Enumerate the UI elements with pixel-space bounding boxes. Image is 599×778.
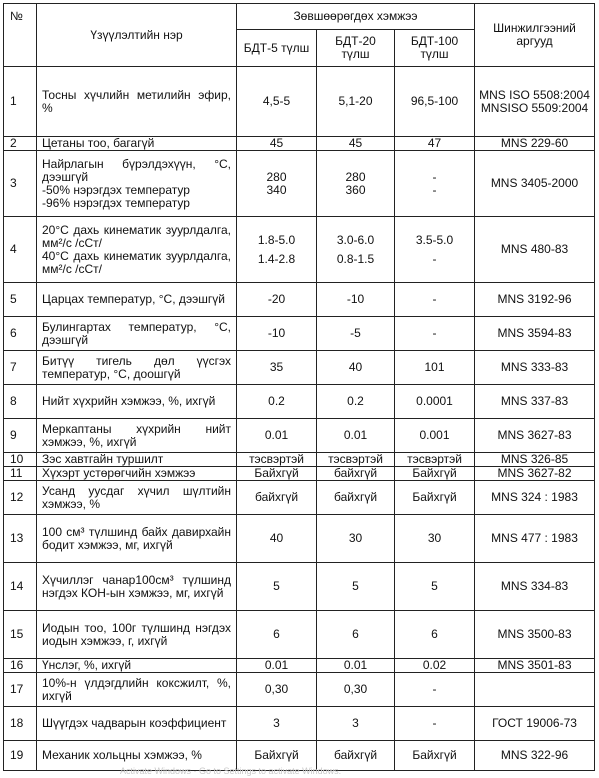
value-bdt20: 3 [317,707,395,741]
value-bdt5: -10 [237,317,317,351]
method-standard: MNS 322-96 [475,741,595,771]
value-bdt20: 0.01 [317,659,395,673]
value-bdt20: 30 [317,515,395,563]
value-bdt100: Байхгүй [395,741,475,771]
value-bdt100 [395,151,475,217]
row-number: 16 [4,659,37,673]
value-bdt5: 0.01 [237,659,317,673]
row-name: 40°C дахь кинематик зуурлдалга, мм²/с /сСт/ [42,248,231,276]
method-standard: MNS 3192-96 [475,283,595,317]
row-number: 14 [4,563,37,611]
row-name: Меркаптаны хүхрийн нийт хэмжээ, %, ихгүй [37,419,237,453]
row-name: Нийт хүхрийн хэмжээ, %, ихгүй [37,385,237,419]
table-row [4,659,595,673]
value-bdt5: 5 [237,563,317,611]
col-header-bdt100: БДТ-100 түлш [395,30,475,67]
row-name: 100 см³ түлшинд байх давирхайн бодит хэмжээ, мг, ихгүй [37,515,237,563]
method-standard: MNS 333-83 [475,351,595,385]
method-standard: MNS 3501-83 [475,659,595,673]
table-row [4,351,595,385]
method-standard: MNS 480-83 [475,217,595,283]
value-bdt20: байхгүй [317,467,395,481]
table-row [4,611,595,659]
method-standard: MNS 477 : 1983 [475,515,595,563]
row-name-group [37,151,237,217]
value-sub: 3.0-6.0 [336,232,375,247]
value-bdt5: тэсвэртэй [237,453,317,467]
value-sub: 1.4-2.8 [257,251,296,266]
row-name: 20°C дахь кинематик зуурлдалга, мм²/с /сСт/ [42,222,231,250]
value-bdt20: байхгүй [317,481,395,515]
value-sub: 340 [266,182,287,197]
value-bdt20: 0,30 [317,673,395,707]
value-bdt100: - [395,317,475,351]
row-number: 6 [4,317,37,351]
table-row [4,419,595,453]
value-bdt20: байхгүй [317,741,395,771]
value-bdt100: 6 [395,611,475,659]
value-bdt5: 3 [237,707,317,741]
row-name: Булингартах температур, °C, дээшгүй [37,317,237,351]
row-name: Цетаны тоо, багагүй [37,137,237,151]
value-bdt100: 5 [395,563,475,611]
table-row [4,137,595,151]
value-bdt5: 0.01 [237,419,317,453]
table-row [4,467,595,481]
col-header-name: Үзүүлэлтийн нэр [37,4,237,67]
row-number: 3 [4,151,37,217]
method-standard: MNS 3500-83 [475,611,595,659]
row-number: 2 [4,137,37,151]
method-standard: MNS 229-60 [475,137,595,151]
row-number: 19 [4,741,37,771]
value-bdt20: 45 [317,137,395,151]
row-number: 11 [4,467,37,481]
col-header-bdt20: БДТ-20 түлш [317,30,395,67]
row-name: Найрлагын бүрэлдэхүүн, °C, дээшгүй [42,156,231,184]
value-bdt100: - [395,707,475,741]
value-sub: 1.8-5.0 [257,232,296,247]
table-row [4,453,595,467]
table-row [4,67,595,137]
table-row [4,151,595,217]
value-bdt100: тэсвэртэй [395,453,475,467]
row-name: Зэс хавтгайн туршилт [37,453,237,467]
row-name: Иодын тоо, 100г түлшинд нэгдэх иодын хэмжээ, г, ихгүй [37,611,237,659]
row-name: Царцах температур, °C, дээшгүй [37,283,237,317]
value-bdt100: 96,5-100 [395,67,475,137]
value-bdt20: 0.01 [317,419,395,453]
value-sub: 3.5-5.0 [415,232,454,247]
row-number: 13 [4,515,37,563]
value-sub: 0.8-1.5 [336,251,375,266]
method-standard: MNS ISO 5508:2004 MNSISO 5509:2004 [475,67,595,137]
row-name: Механик хольцны хэмжээ, % [37,741,237,771]
value-bdt100: 0.02 [395,659,475,673]
method-standard: MNS 334-83 [475,563,595,611]
method-standard: MNS 3594-83 [475,317,595,351]
value-bdt5: 40 [237,515,317,563]
row-name-group [37,217,237,283]
value-sub: - [432,169,437,184]
header-row [4,4,595,30]
value-sub: - [432,251,437,266]
row-name: Шүүгдэх чадварын коэффициент [37,707,237,741]
value-bdt5: Байхгүй [237,741,317,771]
row-name: Хүхэрт устөрөгчийн хэмжээ [37,467,237,481]
method-standard [475,673,595,707]
table-row [4,283,595,317]
value-bdt20: 6 [317,611,395,659]
value-bdt5: 45 [237,137,317,151]
value-sub: 360 [345,182,366,197]
value-bdt20: тэсвэртэй [317,453,395,467]
row-subname: -96% нэрэгдэх температур [42,195,190,210]
value-bdt100: - [395,283,475,317]
method-standard: MNS 3405-2000 [475,151,595,217]
row-name: 10%-н үлдэгдлийн коксжилт, %, ихгүй [37,673,237,707]
table-row [4,217,595,283]
value-bdt20: -10 [317,283,395,317]
col-header-bdt5: БДТ-5 түлш [237,30,317,67]
value-bdt5 [237,217,317,283]
row-number: 8 [4,385,37,419]
os-watermark: Activate Windows · Go to Settings to activate Windows. [120,766,342,776]
value-bdt100: 47 [395,137,475,151]
value-bdt5: 4,5-5 [237,67,317,137]
row-name: Хүчиллэг чанар100см³ түлшинд нэгдэх КОН-ын хэмжээ, мг, ихгүй [37,563,237,611]
value-bdt5: 6 [237,611,317,659]
table-row [4,707,595,741]
value-bdt5: байхгүй [237,481,317,515]
value-bdt20: 5 [317,563,395,611]
value-bdt20: 0.2 [317,385,395,419]
row-name: Тосны хүчлийн метилийн эфир, % [37,67,237,137]
value-bdt20: -5 [317,317,395,351]
value-bdt20: 40 [317,351,395,385]
row-subname: -50% нэрэгдэх температур [42,182,190,197]
row-number: 1 [4,67,37,137]
value-bdt5: -20 [237,283,317,317]
value-bdt100: 101 [395,351,475,385]
row-number: 5 [4,283,37,317]
value-bdt20 [317,151,395,217]
row-number: 7 [4,351,37,385]
value-bdt100: 0.0001 [395,385,475,419]
row-number: 10 [4,453,37,467]
value-bdt20: 5,1-20 [317,67,395,137]
row-number: 9 [4,419,37,453]
method-standard: MNS 337-83 [475,385,595,419]
specification-table [3,3,595,771]
value-bdt100: Байхгүй [395,467,475,481]
method-standard: MNS 3627-83 [475,419,595,453]
value-sub: 280 [345,169,366,184]
value-bdt5 [237,151,317,217]
value-sub: - [432,182,437,197]
row-name: Битүү тигель дөл үүсгэх температур, °C, доошгүй [37,351,237,385]
table-row [4,317,595,351]
value-bdt100: Байхгүй [395,481,475,515]
row-number: 15 [4,611,37,659]
value-bdt5: 0,30 [237,673,317,707]
row-number: 4 [4,217,37,283]
table-row [4,385,595,419]
table-row [4,481,595,515]
row-number: 18 [4,707,37,741]
col-header-allowed: Зөвшөөрөгдөх хэмжээ [237,4,475,30]
table-row [4,563,595,611]
value-bdt100: 30 [395,515,475,563]
table-row [4,673,595,707]
row-name: Усанд уусдаг хүчил шүлтийн хэмжээ, % [37,481,237,515]
value-bdt100: 0.001 [395,419,475,453]
value-sub: 280 [266,169,287,184]
row-number: 12 [4,481,37,515]
col-header-methods: Шинжилгээний аргууд [475,4,595,67]
value-bdt100 [395,217,475,283]
row-name: Үнслэг, %, ихгүй [37,659,237,673]
value-bdt20 [317,217,395,283]
method-standard: ГОСТ 19006-73 [475,707,595,741]
value-bdt100: - [395,673,475,707]
col-header-no: № [4,4,37,67]
method-standard: MNS 3627-82 [475,467,595,481]
method-standard: MNS 324 : 1983 [475,481,595,515]
value-bdt5: 0.2 [237,385,317,419]
method-standard: MNS 326-85 [475,453,595,467]
row-number: 17 [4,673,37,707]
table-row [4,515,595,563]
value-bdt5: Байхгүй [237,467,317,481]
value-bdt5: 35 [237,351,317,385]
